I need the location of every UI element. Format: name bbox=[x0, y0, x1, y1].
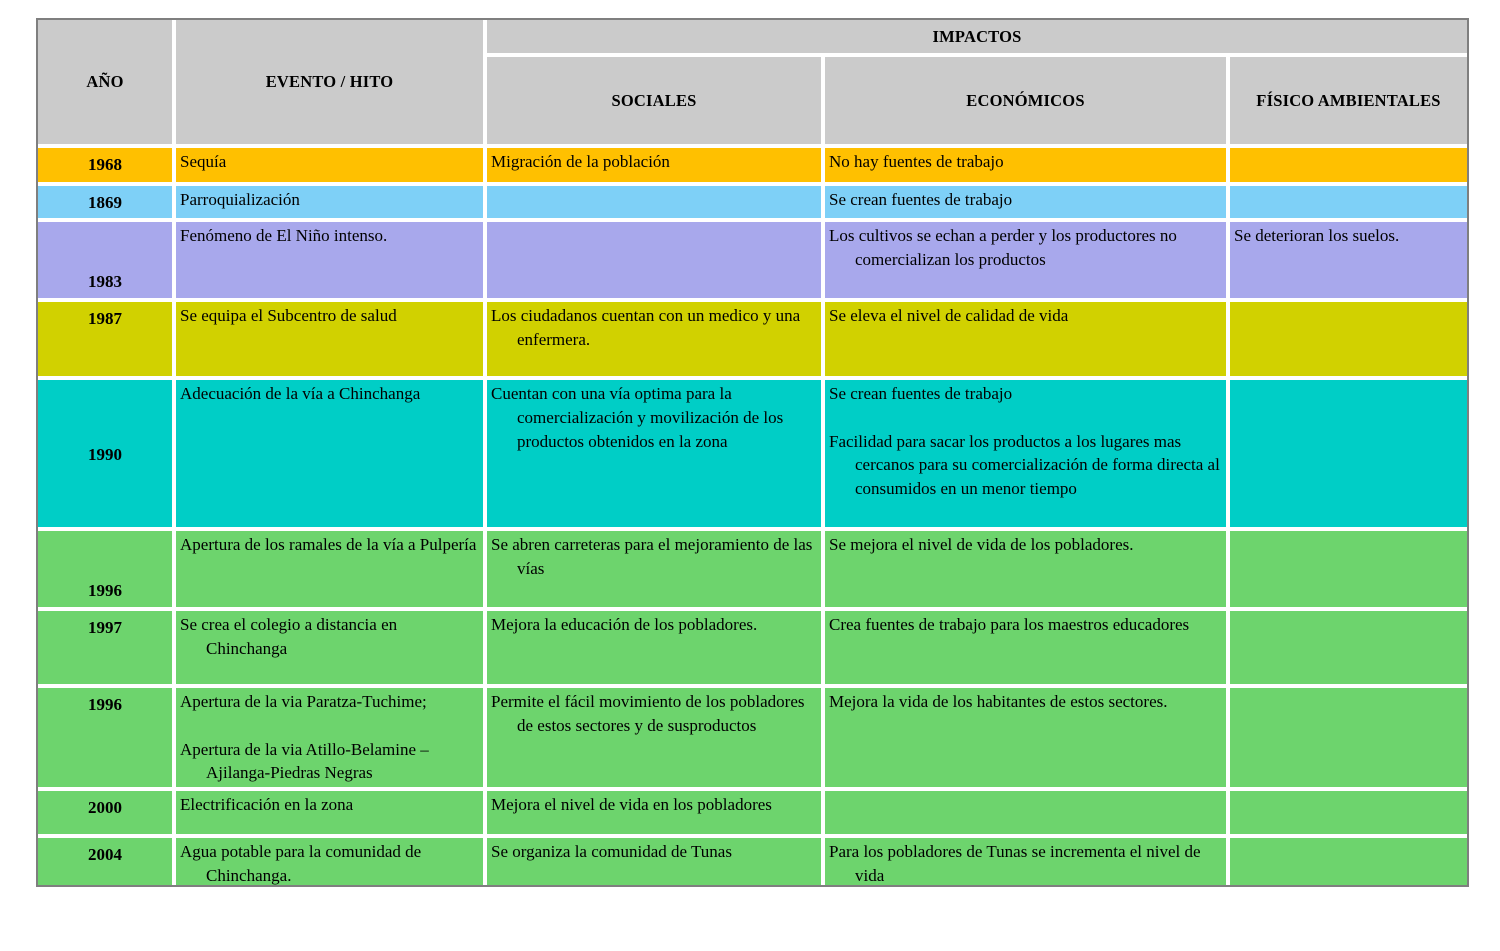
year-cell: 1996 bbox=[38, 688, 172, 787]
environmental-impact-cell bbox=[1230, 148, 1467, 182]
event-cell: Adecuación de la vía a Chinchanga bbox=[176, 380, 483, 527]
column-header-economic: ECONÓMICOS bbox=[825, 57, 1226, 144]
environmental-impact-cell bbox=[1230, 380, 1467, 527]
year-cell: 1968 bbox=[38, 148, 172, 182]
economic-impact-cell: Crea fuentes de trabajo para los maestros educadores bbox=[825, 611, 1226, 684]
economic-impact-cell bbox=[825, 791, 1226, 834]
column-header-physical: FÍSICO AMBIENTALES bbox=[1230, 57, 1467, 144]
year-cell: 1869 bbox=[38, 186, 172, 218]
environmental-impact-cell bbox=[1230, 688, 1467, 787]
event-cell: Se equipa el Subcentro de salud bbox=[176, 302, 483, 376]
event-cell: Apertura de los ramales de la vía a Pulpería bbox=[176, 531, 483, 607]
social-impact-cell: Se abren carreteras para el mejoramiento de las vías bbox=[487, 531, 821, 607]
environmental-impact-cell bbox=[1230, 838, 1467, 885]
social-impact-cell bbox=[487, 186, 821, 218]
year-cell: 1997 bbox=[38, 611, 172, 684]
social-impact-cell: Se organiza la comunidad de Tunas bbox=[487, 838, 821, 885]
economic-impact-cell: Mejora la vida de los habitantes de estos sectores. bbox=[825, 688, 1226, 787]
column-header-impacts: IMPACTOS bbox=[487, 20, 1467, 53]
year-cell: 1983 bbox=[38, 222, 172, 298]
economic-impact-cell: Se mejora el nivel de vida de los pobladores. bbox=[825, 531, 1226, 607]
social-impact-cell: Mejora la educación de los pobladores. bbox=[487, 611, 821, 684]
social-impact-cell: Cuentan con una vía optima para la comercialización y movilización de los productos obtenidos en la zona bbox=[487, 380, 821, 527]
event-cell: Parroquialización bbox=[176, 186, 483, 218]
environmental-impact-cell: Se deterioran los suelos. bbox=[1230, 222, 1467, 298]
economic-impact-cell: Los cultivos se echan a perder y los productores no comercializan los productos bbox=[825, 222, 1226, 298]
social-impact-cell: Permite el fácil movimiento de los pobladores de estos sectores y de susproductos bbox=[487, 688, 821, 787]
social-impact-cell: Migración de la población bbox=[487, 148, 821, 182]
year-cell: 2000 bbox=[38, 791, 172, 834]
timeline-impacts-table bbox=[36, 18, 1469, 887]
economic-impact-cell: Se crean fuentes de trabajo bbox=[825, 186, 1226, 218]
environmental-impact-cell bbox=[1230, 531, 1467, 607]
environmental-impact-cell bbox=[1230, 302, 1467, 376]
year-cell: 1990 bbox=[38, 380, 172, 527]
event-cell: Apertura de la via Paratza-Tuchime; Apertura de la via Atillo-Belamine – Ajilanga-Piedras Negras bbox=[176, 688, 483, 787]
social-impact-cell: Mejora el nivel de vida en los pobladores bbox=[487, 791, 821, 834]
social-impact-cell bbox=[487, 222, 821, 298]
economic-impact-cell: Se eleva el nivel de calidad de vida bbox=[825, 302, 1226, 376]
year-cell: 2004 bbox=[38, 838, 172, 885]
economic-impact-cell: Para los pobladores de Tunas se incrementa el nivel de vida bbox=[825, 838, 1226, 885]
event-cell: Agua potable para la comunidad de Chinchanga. bbox=[176, 838, 483, 885]
event-cell: Sequía bbox=[176, 148, 483, 182]
environmental-impact-cell bbox=[1230, 611, 1467, 684]
column-header-event: EVENTO / HITO bbox=[176, 20, 483, 144]
event-cell: Electrificación en la zona bbox=[176, 791, 483, 834]
year-cell: 1987 bbox=[38, 302, 172, 376]
column-header-year: AÑO bbox=[38, 20, 172, 144]
column-header-social: SOCIALES bbox=[487, 57, 821, 144]
event-cell: Se crea el colegio a distancia en Chinchanga bbox=[176, 611, 483, 684]
economic-impact-cell: No hay fuentes de trabajo bbox=[825, 148, 1226, 182]
social-impact-cell: Los ciudadanos cuentan con un medico y una enfermera. bbox=[487, 302, 821, 376]
event-cell: Fenómeno de El Niño intenso. bbox=[176, 222, 483, 298]
environmental-impact-cell bbox=[1230, 186, 1467, 218]
economic-impact-cell: Se crean fuentes de trabajo Facilidad para sacar los productos a los lugares mas cercanos para su comercialización de forma directa al consumidos en un menor tiempo bbox=[825, 380, 1226, 527]
year-cell: 1996 bbox=[38, 531, 172, 607]
environmental-impact-cell bbox=[1230, 791, 1467, 834]
